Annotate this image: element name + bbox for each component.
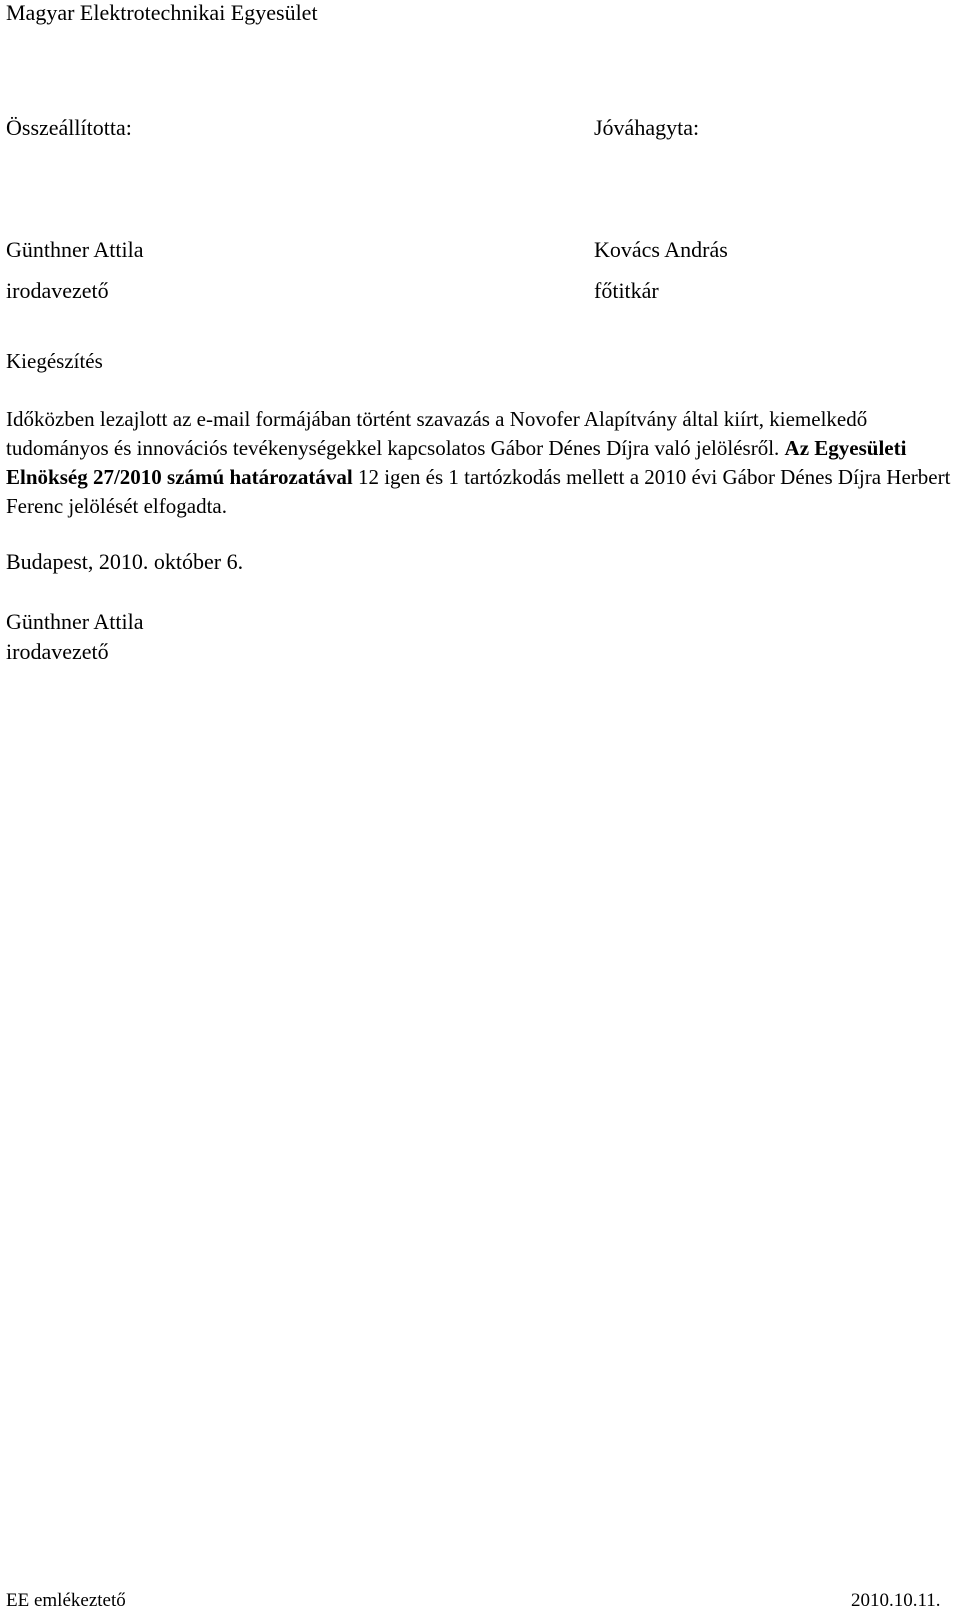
supplement-text-intro: Időközben lezajlott az e-mail formájában történt szavazás a Novofer Alapítvány által kiírt, kiemelkedő tudományos és innovációs tevékenységekkel kapcsolatos Gábor Dénes Díjra való jelölésről. bbox=[6, 407, 868, 460]
closing-signer-role: irodavezető bbox=[6, 639, 109, 664]
footer-document-title: EE emlékeztető bbox=[6, 1590, 126, 1611]
approved-by-label: Jóváhagyta: bbox=[594, 115, 700, 140]
organization-name: Magyar Elektrotechnikai Egyesület bbox=[6, 0, 318, 25]
compiled-by-label: Összeállította: bbox=[6, 115, 132, 140]
footer-date: 2010.10.11. bbox=[851, 1590, 941, 1611]
closing-signer-name: Günthner Attila bbox=[6, 609, 144, 634]
supplement-text-resolution: Az Egyesületi Elnökség 27/2010 számú határozatával bbox=[6, 436, 907, 489]
supplement-title: Kiegészítés bbox=[6, 349, 103, 373]
compiled-by-name: Günthner Attila bbox=[6, 237, 144, 262]
approved-by-role: főtitkár bbox=[594, 278, 659, 303]
supplement-text-outcome: 12 igen és 1 tartózkodás mellett a 2010 évi Gábor Dénes Díjra Herbert Ferenc jelölését elfogadta. bbox=[6, 465, 951, 518]
approved-by-name: Kovács András bbox=[594, 237, 728, 262]
compiled-by-role: irodavezető bbox=[6, 278, 109, 303]
place-and-date: Budapest, 2010. október 6. bbox=[6, 549, 244, 574]
supplement-paragraph bbox=[6, 405, 956, 521]
